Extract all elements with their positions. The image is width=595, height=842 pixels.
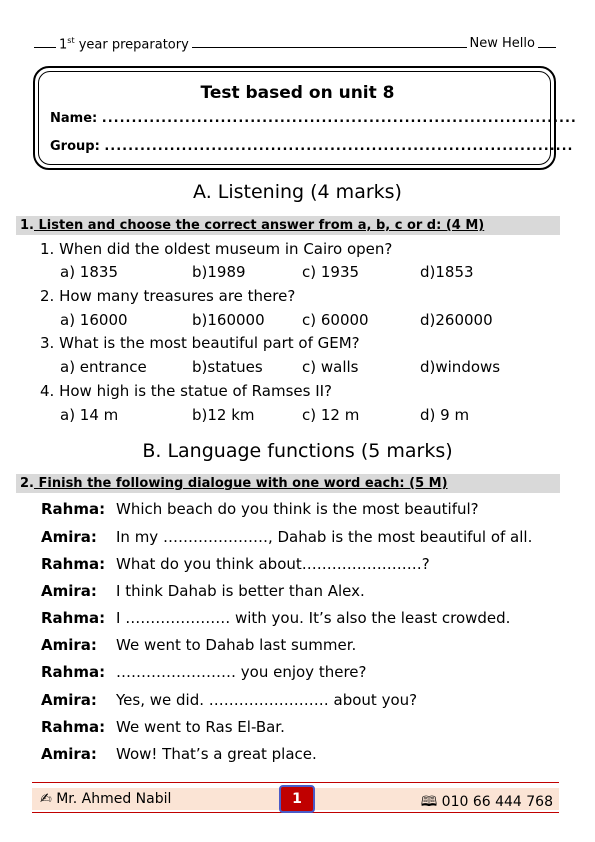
q1-item-4-option-a: a) 14 m	[60, 406, 119, 424]
dialogue-line: What do you think about……………………?	[116, 555, 430, 573]
dialogue-line: Wow! That’s a great place.	[116, 745, 317, 763]
dialogue-line: Which beach do you think is the most beautiful?	[116, 500, 479, 518]
q1-item-3: 3. What is the most beautiful part of GEM?	[40, 334, 360, 352]
dialogue-line: We went to Ras El-Bar.	[116, 718, 285, 736]
dialogue-line: Yes, we did. …………………… about you?	[116, 691, 418, 709]
header-book: New Hello	[467, 36, 538, 51]
author-name: Mr. Ahmed Nabil	[56, 791, 172, 807]
name-field: ................................................................................	[101, 111, 577, 126]
dialogue-line: We went to Dahab last summer.	[116, 636, 357, 654]
footer-author	[40, 791, 171, 807]
q1-item-1-option-d: d)1853	[420, 263, 474, 281]
question-2-instruction: 2. Finish the following dialogue with one word each: (5 M)	[20, 476, 448, 491]
q1-item-1-option-c: c) 1935	[302, 263, 360, 281]
dialogue-speaker: Amira:	[41, 582, 97, 600]
dialogue-line: …………………… you enjoy there?	[116, 663, 367, 681]
q1-item-2: 2. How many treasures are there?	[40, 287, 296, 305]
q1-item-1-option-b: b)1989	[192, 263, 246, 281]
section-b-title: B. Language functions (5 marks)	[142, 440, 453, 462]
group-label: Group:	[50, 139, 100, 154]
dialogue-speaker: Rahma:	[41, 500, 106, 518]
q1-item-3-option-c: c) walls	[302, 358, 359, 376]
footer-phone	[421, 791, 553, 815]
page-number-badge: 1	[279, 785, 315, 813]
dialogue-speaker: Amira:	[41, 528, 97, 546]
q1-item-2-option-a: a) 16000	[60, 311, 128, 329]
book-icon: 🕮	[420, 794, 438, 810]
q1-item-1: 1. When did the oldest museum in Cairo open?	[40, 240, 393, 258]
question-1-instruction: 1. Listen and choose the correct answer from a, b, c or d: (4 M)	[20, 218, 485, 233]
q1-item-2-option-d: d)260000	[420, 311, 493, 329]
dialogue-speaker: Amira:	[41, 745, 97, 763]
q1-item-4-option-b: b)12 km	[192, 406, 255, 424]
group-line	[50, 139, 573, 154]
dialogue-speaker: Rahma:	[41, 663, 106, 681]
dialogue-speaker: Amira:	[41, 691, 97, 709]
pen-icon: ✍	[40, 791, 52, 807]
q1-item-4-option-c: c) 12 m	[302, 406, 360, 424]
q1-item-3-option-a: a) entrance	[60, 358, 147, 376]
name-label: Name:	[50, 111, 98, 126]
dialogue-speaker: Rahma:	[41, 718, 106, 736]
header-grade: 1st year preparatory	[56, 36, 192, 52]
dialogue-speaker: Amira:	[41, 636, 97, 654]
q1-item-3-option-b: b)statues	[192, 358, 263, 376]
group-field: ...............................................................................	[104, 139, 574, 154]
section-a-title: A. Listening (4 marks)	[193, 181, 402, 203]
test-title: Test based on unit 8	[200, 83, 395, 103]
q1-item-2-option-c: c) 60000	[302, 311, 369, 329]
q1-item-3-option-d: d)windows	[420, 358, 501, 376]
dialogue-speaker: Rahma:	[41, 555, 106, 573]
dialogue-line: I think Dahab is better than Alex.	[116, 582, 365, 600]
q1-item-2-option-b: b)160000	[192, 311, 265, 329]
q1-item-4-option-d: d) 9 m	[420, 406, 470, 424]
phone-number: 010 66 444 768	[441, 794, 553, 810]
q1-item-4: 4. How high is the statue of Ramses II?	[40, 382, 333, 400]
dialogue-speaker: Rahma:	[41, 609, 106, 627]
page-header	[34, 36, 556, 54]
dialogue-line: I ………………… with you. It’s also the least crowded.	[116, 609, 511, 627]
name-line	[50, 111, 577, 126]
q1-item-1-option-a: a) 1835	[60, 263, 118, 281]
footer-top-rule	[32, 782, 559, 783]
dialogue-line: In my …………………, Dahab is the most beautiful of all.	[116, 528, 533, 546]
